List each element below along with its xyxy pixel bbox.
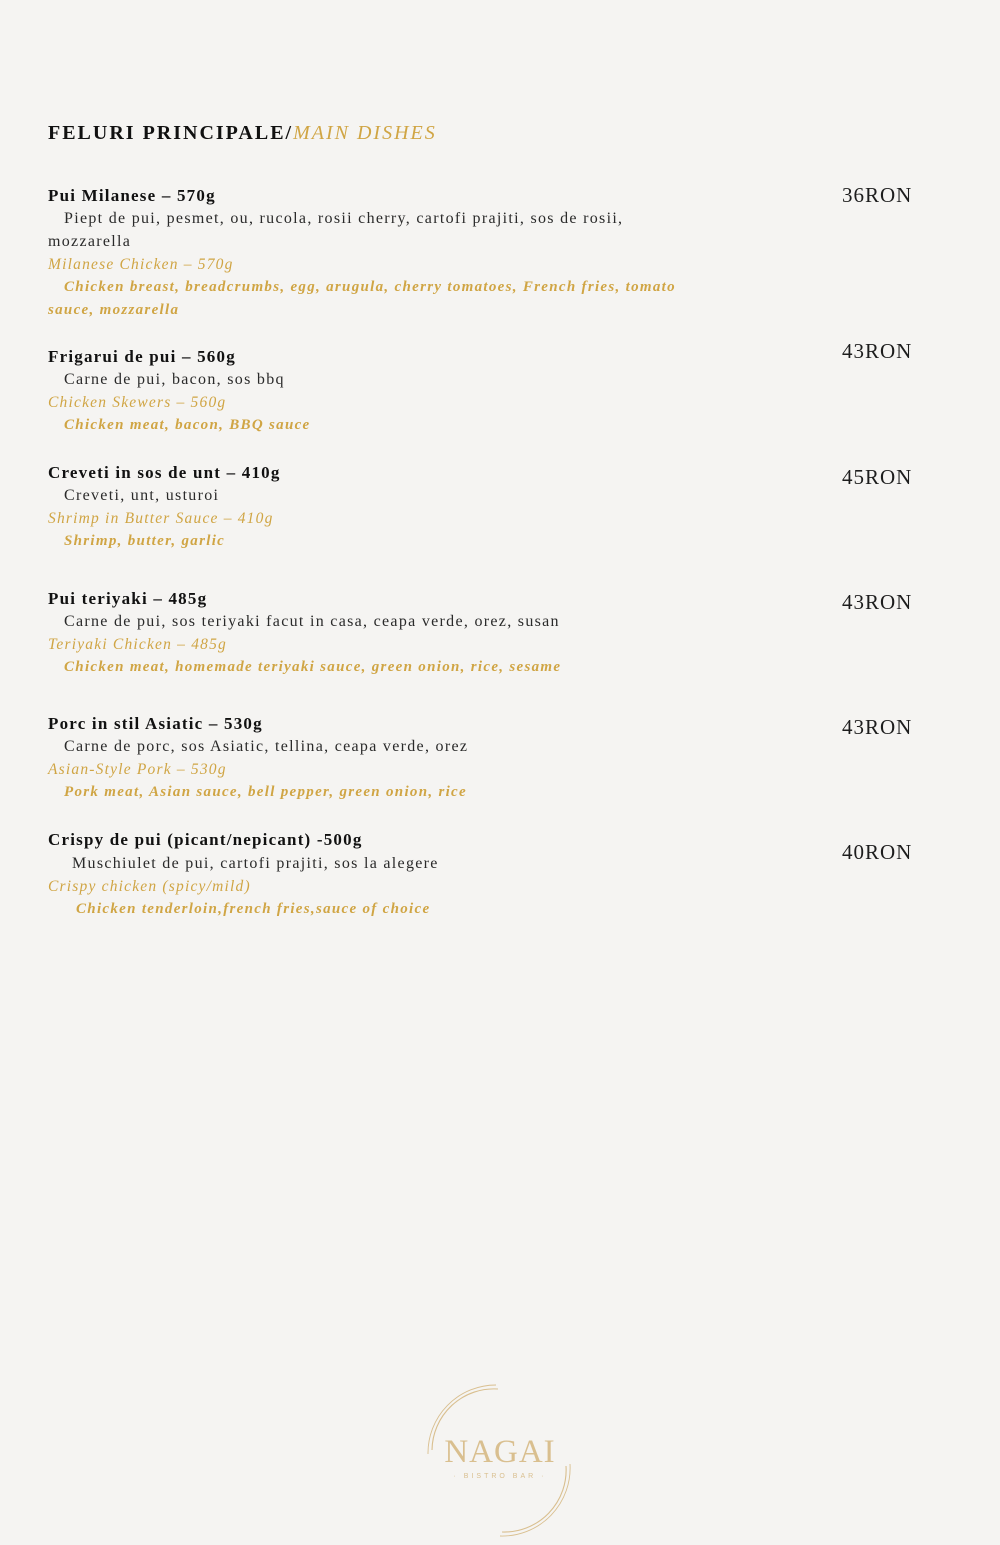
dish-description-en: Shrimp, butter, garlic: [64, 533, 226, 549]
page-title-en: MAIN DISHES: [293, 122, 437, 144]
dish-item: [48, 587, 748, 679]
dish-name-en: Shrimp in Butter Sauce – 410g: [48, 510, 274, 527]
dish-description-ro: Piept de pui, pesmet, ou, rucola, rosii cherry, cartofi prajiti, sos de rosii, mozzarella: [48, 210, 624, 250]
dish-item: [48, 184, 748, 322]
dish-name: Pui teriyaki – 485g: [48, 589, 208, 608]
dish-name-en: Crispy chicken (spicy/mild): [48, 878, 251, 895]
dish-price: 40RON: [842, 840, 913, 864]
dish-item: [48, 712, 748, 804]
dish-description-ro: Muschiulet de pui, cartofi prajiti, sos la alegere: [72, 855, 439, 872]
dish-description-ro: Creveti, unt, usturoi: [64, 487, 220, 504]
dish-item: [48, 345, 748, 437]
dish-name: Pui Milanese – 570g: [48, 186, 216, 205]
dish-description-en: Chicken meat, bacon, BBQ sauce: [64, 417, 311, 433]
dish-price: 43RON: [842, 590, 913, 614]
dish-name: Frigarui de pui – 560g: [48, 347, 236, 366]
dish-name-en: Teriyaki Chicken – 485g: [48, 636, 227, 653]
dish-description-ro: Carne de pui, bacon, sos bbq: [64, 371, 285, 388]
logo-subtitle: · BISTRO BAR ·: [453, 1473, 547, 1480]
dish-price: 43RON: [842, 715, 913, 739]
dish-name: Porc in stil Asiatic – 530g: [48, 714, 263, 733]
dish-price: 45RON: [842, 465, 913, 489]
dish-price: 36RON: [842, 183, 913, 207]
dish-description-en: Chicken tenderloin,french fries,sauce of choice: [76, 901, 431, 917]
dish-description-ro: Carne de pui, sos teriyaki facut in casa, ceapa verde, orez, susan: [64, 613, 560, 630]
dish-price: 43RON: [842, 339, 913, 363]
logo-name: NAGAI: [444, 1434, 556, 1470]
page-title: [48, 122, 437, 145]
dish-name-en: Asian-Style Pork – 530g: [48, 761, 227, 778]
dish-item: [48, 828, 748, 921]
dish-name: Creveti in sos de unt – 410g: [48, 463, 281, 482]
page-title-ro: FELURI PRINCIPALE/: [48, 122, 294, 144]
dish-name-en: Chicken Skewers – 560g: [48, 394, 227, 411]
dish-name-en: Milanese Chicken – 570g: [48, 256, 234, 273]
dish-description-en: Chicken meat, homemade teriyaki sauce, green onion, rice, sesame: [64, 659, 562, 675]
nagai-logo: [410, 1382, 590, 1542]
dish-name: Crispy de pui (picant/nepicant) -500g: [48, 830, 363, 849]
dish-item: [48, 461, 748, 553]
dish-description-en: Pork meat, Asian sauce, bell pepper, green onion, rice: [64, 784, 467, 800]
dish-description-ro: Carne de porc, sos Asiatic, tellina, ceapa verde, orez: [64, 738, 469, 755]
dish-description-en: Chicken breast, breadcrumbs, egg, arugula, cherry tomatoes, French fries, tomato sauce, mozzarella: [48, 279, 676, 318]
